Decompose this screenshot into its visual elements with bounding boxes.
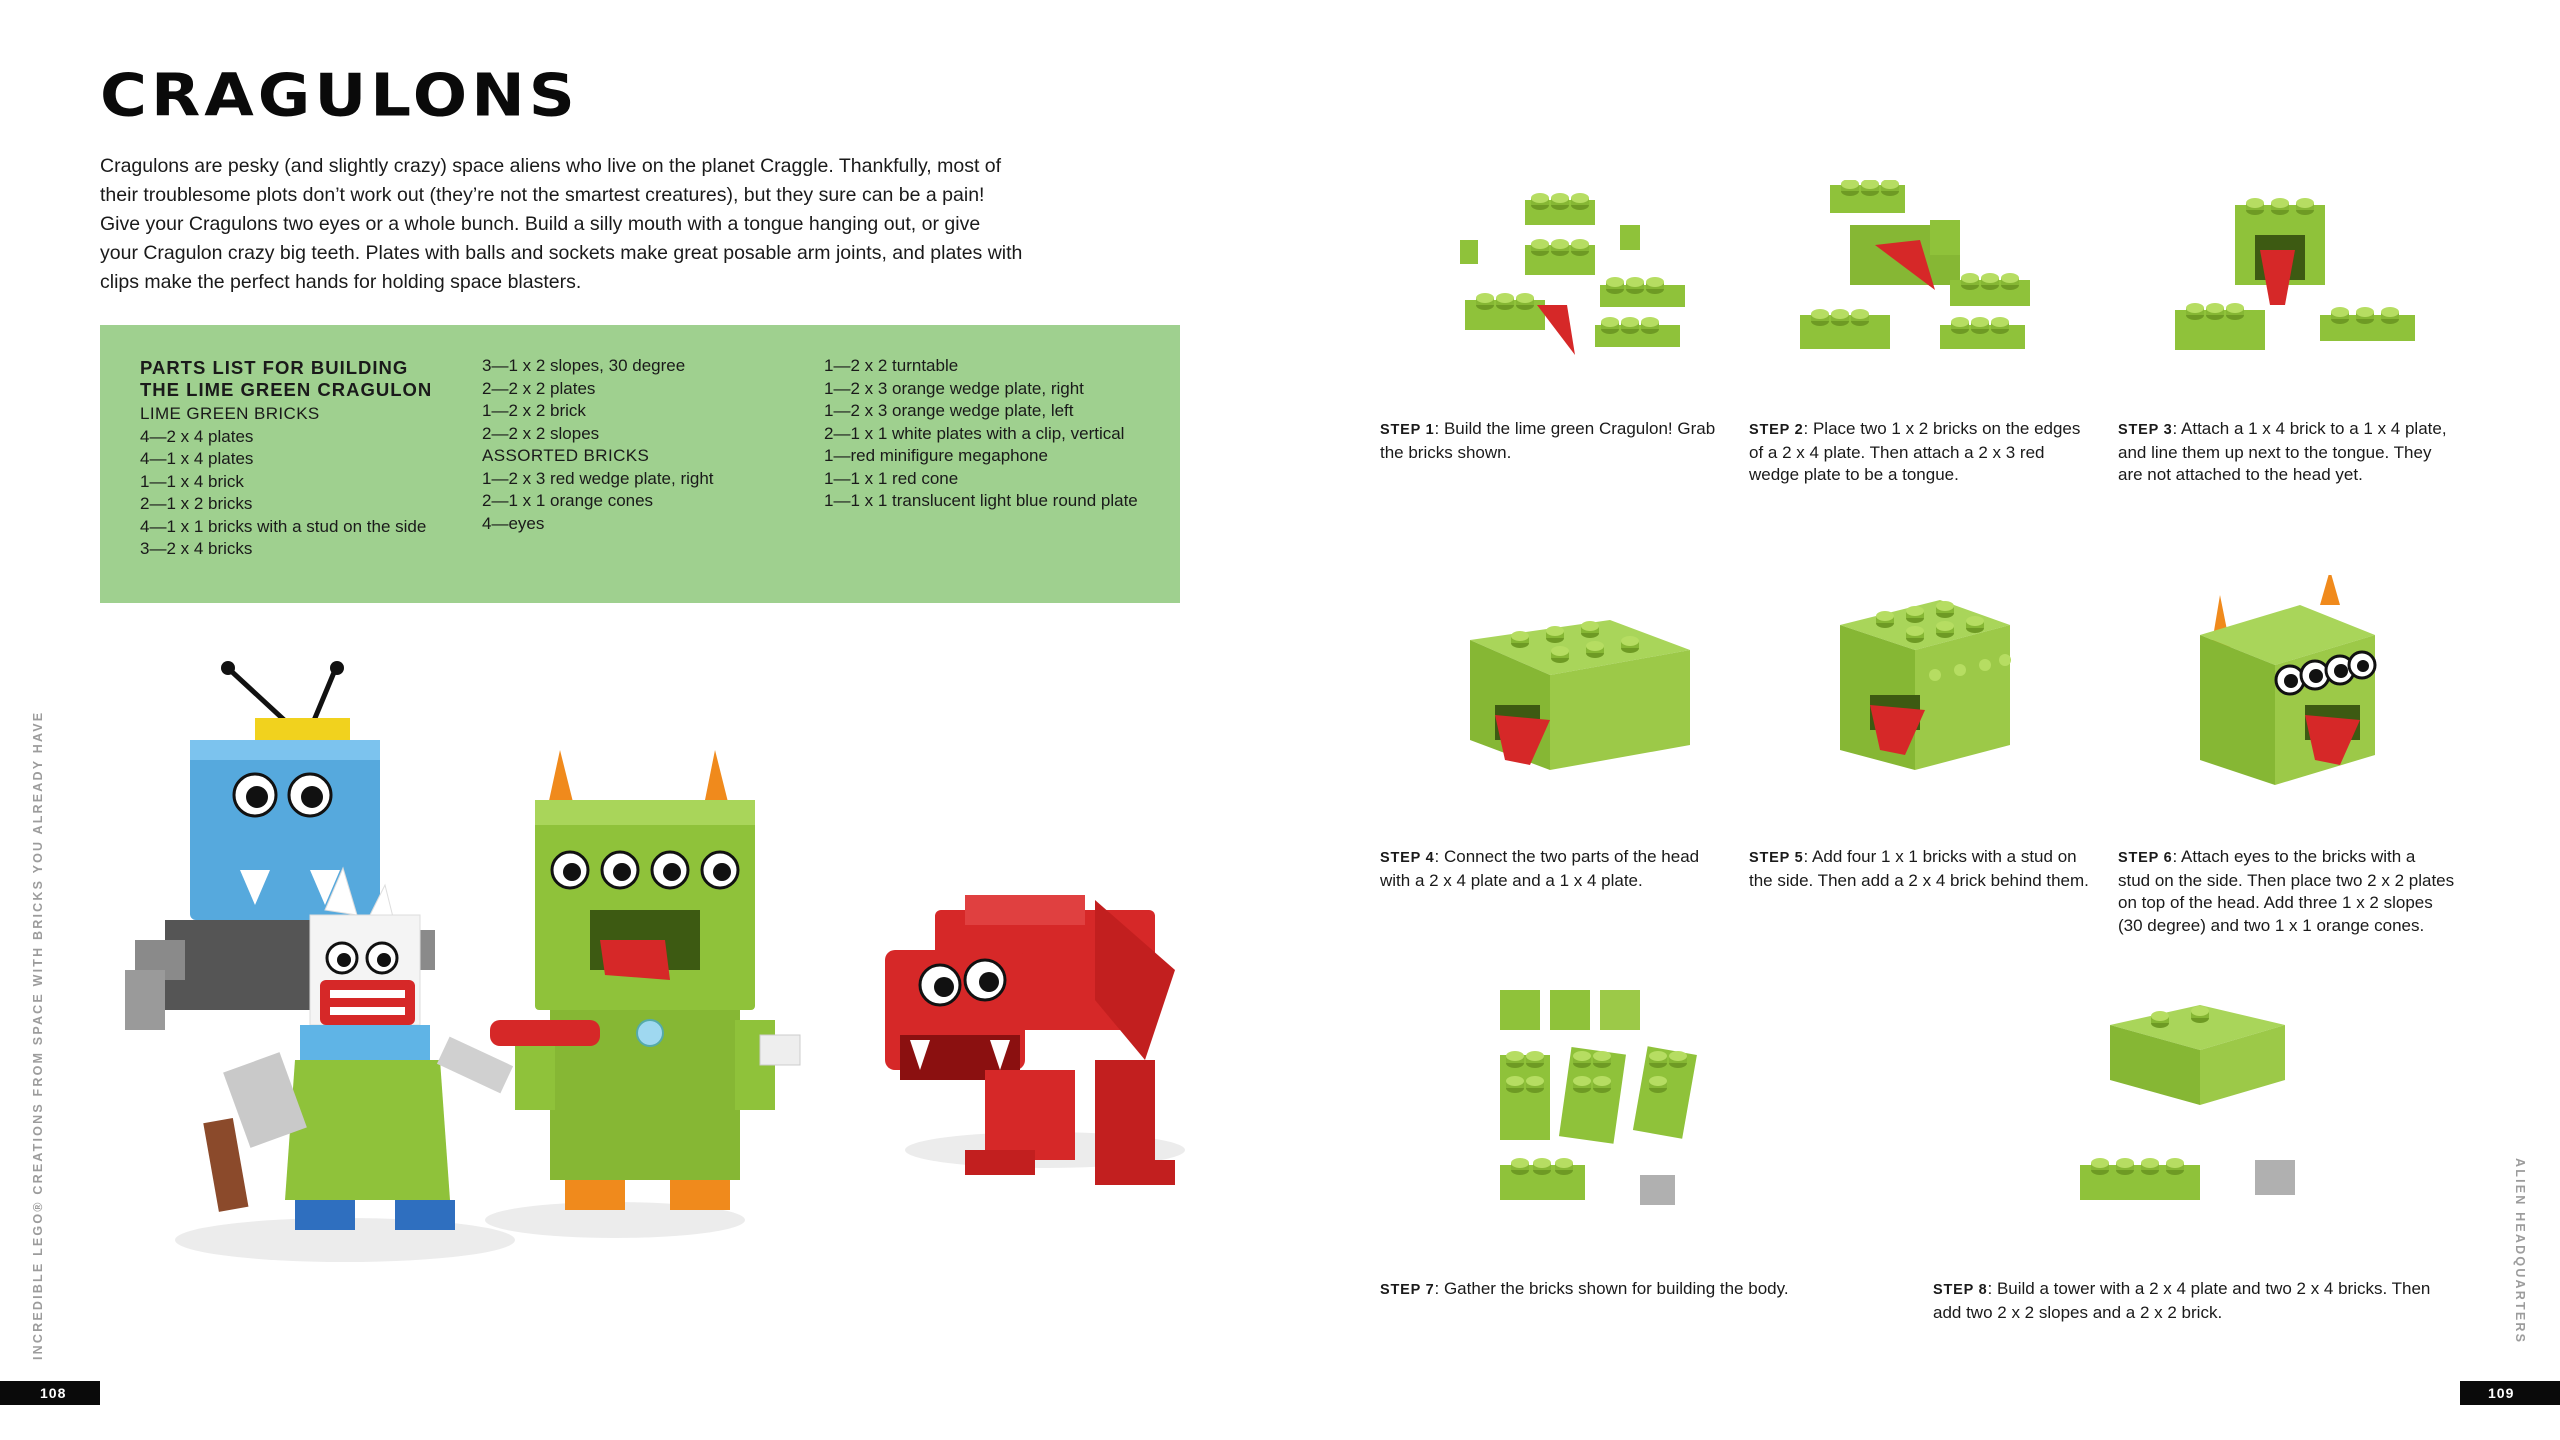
part-item: 1—red minifigure megaphone xyxy=(824,446,1048,465)
parts-heading: PARTS LIST FOR BUILDING xyxy=(140,357,409,378)
step-text: : Gather the bricks shown for building the body. xyxy=(1434,1279,1789,1298)
step-8-caption xyxy=(1933,1278,2493,1324)
step-6-image xyxy=(2190,575,2390,800)
part-item: 2—1 x 2 bricks xyxy=(140,494,253,513)
part-item: 2—2 x 2 slopes xyxy=(482,423,600,443)
step-text: and line them up next to the tongue. They xyxy=(2118,442,2432,462)
intro-line: Cragulons are pesky (and slightly crazy) space aliens who live on the planet Craggle. Thankfully, most of xyxy=(100,155,1002,177)
step-label: STEP 3 xyxy=(2118,422,2173,438)
step-label: STEP 8 xyxy=(1933,1282,1988,1298)
page-number-right: 109 xyxy=(2460,1381,2560,1405)
step-3-caption xyxy=(2118,418,2468,487)
step-5-caption xyxy=(1749,846,2109,892)
parts-column-3 xyxy=(824,355,1164,513)
intro-line: clips make the perfect hands for holding space blasters. xyxy=(100,271,582,293)
step-1-caption xyxy=(1380,418,1720,464)
step-8-image xyxy=(2070,985,2370,1225)
step-text: on top of the head. Add three 1 x 2 slopes xyxy=(2118,893,2433,912)
step-2-image xyxy=(1790,180,2040,370)
step-4-image xyxy=(1450,600,1710,800)
part-item: 2—1 x 1 white plates with a clip, vertical xyxy=(824,423,1125,443)
step-text: (30 degree) and two 1 x 1 orange cones. xyxy=(2118,915,2425,935)
step-text: of a 2 x 4 plate. Then attach a 2 x 3 red xyxy=(1749,442,2045,462)
part-item: 1—2 x 3 orange wedge plate, left xyxy=(824,401,1074,420)
part-item: 3—1 x 2 slopes, 30 degree xyxy=(482,356,686,375)
part-item: 1—1 x 1 translucent light blue round plate xyxy=(824,491,1138,510)
step-label: STEP 4 xyxy=(1380,850,1435,866)
page-title: CRAGULONS xyxy=(100,62,579,131)
part-item: 3—2 x 4 bricks xyxy=(140,539,253,558)
step-7-image xyxy=(1490,980,1730,1220)
step-text: : Connect the two parts of the head xyxy=(1434,847,1700,866)
step-label: STEP 1 xyxy=(1380,422,1435,438)
step-text: : Add four 1 x 1 bricks with a stud on xyxy=(1803,847,2077,866)
step-label: STEP 7 xyxy=(1380,1282,1435,1298)
step-text: are not attached to the head yet. xyxy=(2118,465,2363,484)
part-item: 1—1 x 1 red cone xyxy=(824,468,959,488)
page-number-left: 108 xyxy=(0,1381,100,1405)
part-item: 4—eyes xyxy=(482,513,545,533)
parts-list-box xyxy=(100,325,1180,603)
step-7-caption xyxy=(1380,1278,1880,1302)
step-3-image xyxy=(2160,195,2420,365)
step-text: the bricks shown. xyxy=(1380,442,1512,462)
parts-column-2 xyxy=(482,355,812,535)
part-item: 4—1 x 1 bricks with a stud on the side xyxy=(140,516,427,536)
parts-column-1 xyxy=(140,357,440,561)
part-item: 1—2 x 2 turntable xyxy=(824,356,959,375)
step-text: with a 2 x 4 plate and a 1 x 4 plate. xyxy=(1380,870,1643,890)
step-text: : Attach a 1 x 4 brick to a 1 x 4 plate, xyxy=(2172,419,2447,438)
step-2-caption xyxy=(1749,418,2099,487)
lime-bricks-heading: LIME GREEN BRICKS xyxy=(140,404,320,423)
step-label: STEP 2 xyxy=(1749,422,1804,438)
assorted-bricks-heading: ASSORTED BRICKS xyxy=(482,446,650,465)
intro-line: Give your Cragulons two eyes or a whole bunch. Build a silly mouth with a tongue hanging out, or give xyxy=(100,213,981,235)
intro-line: your Cragulon crazy big teeth. Plates with balls and sockets make great posable arm joints, and plates with xyxy=(100,242,1023,264)
step-text: stud on the side. Then place two 2 x 2 plates xyxy=(2118,870,2455,890)
spine-chapter-title: ALIEN HEADQUARTERS xyxy=(2513,1158,2527,1345)
step-text: : Build a tower with a 2 x 4 plate and two 2 x 4 bricks. Then xyxy=(1987,1279,2431,1298)
part-item: 2—2 x 2 plates xyxy=(482,378,596,398)
intro-paragraph xyxy=(100,152,1030,297)
step-5-image xyxy=(1830,590,2020,790)
part-item: 4—1 x 4 plates xyxy=(140,449,254,468)
step-text: : Attach eyes to the bricks with a xyxy=(2172,847,2416,866)
part-item: 1—2 x 3 orange wedge plate, right xyxy=(824,378,1084,398)
lime-green-cragulon xyxy=(490,750,800,1210)
cragulons-photo xyxy=(95,640,1205,1320)
step-text: wedge plate to be a tongue. xyxy=(1749,465,1959,484)
part-item: 1—1 x 4 brick xyxy=(140,471,244,491)
part-item: 2—1 x 1 orange cones xyxy=(482,491,654,510)
step-text: the side. Then add a 2 x 4 brick behind them. xyxy=(1749,870,2089,890)
step-text: add two 2 x 2 slopes and a 2 x 2 brick. xyxy=(1933,1302,2223,1322)
parts-heading: THE LIME GREEN CRAGULON xyxy=(140,379,433,400)
step-label: STEP 5 xyxy=(1749,850,1804,866)
step-4-caption xyxy=(1380,846,1730,892)
intro-line: their troublesome plots don’t work out (they’re not the smartest creatures), but they sure can be a pain! xyxy=(100,184,985,206)
part-item: 1—2 x 3 red wedge plate, right xyxy=(482,468,714,488)
step-1-image xyxy=(1455,190,1695,365)
step-6-caption xyxy=(2118,846,2478,937)
step-text: : Build the lime green Cragulon! Grab xyxy=(1434,419,1716,438)
step-text: : Place two 1 x 2 bricks on the edges xyxy=(1803,419,2081,438)
part-item: 1—2 x 2 brick xyxy=(482,401,586,420)
part-item: 4—2 x 4 plates xyxy=(140,426,254,446)
spine-book-title: INCREDIBLE LEGO® CREATIONS FROM SPACE WITH BRICKS YOU ALREADY HAVE xyxy=(31,710,45,1360)
step-label: STEP 6 xyxy=(2118,850,2173,866)
